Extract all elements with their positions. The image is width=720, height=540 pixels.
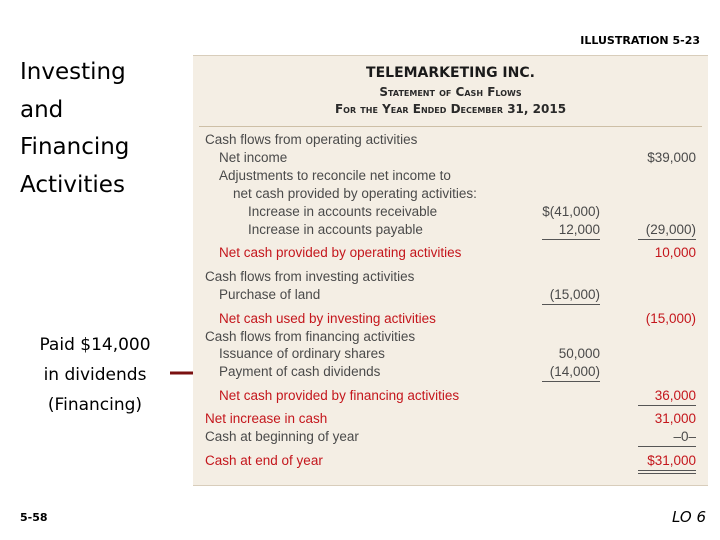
illustration-label: ILLUSTRATION 5-23 — [580, 34, 700, 47]
statement-row — [193, 132, 708, 150]
slide-title-line: Financing — [20, 134, 130, 160]
statement-row — [193, 429, 708, 447]
row-label: Cash at beginning of year — [205, 429, 359, 444]
total-amount: (29,000) — [645, 222, 696, 237]
callout-line: (Financing) — [47, 395, 143, 415]
detail-amount: $(41,000) — [542, 204, 600, 219]
underline-rule — [638, 446, 696, 447]
total-amount: (15,000) — [645, 311, 696, 326]
callout-note — [20, 330, 170, 420]
total-amount: 10,000 — [654, 245, 696, 260]
row-label: Increase in accounts receivable — [248, 204, 438, 219]
statement-row — [193, 150, 708, 168]
statement-row — [193, 411, 708, 429]
row-label: Net income — [219, 150, 288, 165]
callout-line: in dividends — [43, 365, 147, 385]
cash-flow-statement — [193, 55, 708, 486]
row-label: Net cash provided by operating activities — [219, 245, 462, 260]
row-label: Increase in accounts payable — [248, 222, 423, 237]
double-underline-rule — [638, 473, 696, 474]
row-label: net cash provided by operating activities: — [233, 186, 477, 201]
underline-rule — [542, 239, 600, 240]
row-label: Issuance of ordinary shares — [219, 346, 385, 361]
learning-objective: LO 6 — [671, 508, 706, 526]
total-amount: 36,000 — [654, 388, 696, 403]
row-label: Payment of cash dividends — [219, 364, 381, 379]
slide-title-line: and — [20, 96, 64, 123]
detail-amount: (14,000) — [549, 364, 600, 379]
statement-row — [193, 245, 708, 263]
total-amount: $39,000 — [647, 150, 696, 165]
total-amount: –0– — [673, 429, 696, 444]
statement-row — [193, 329, 708, 347]
row-label: Net cash used by investing activities — [219, 311, 436, 326]
statement-row — [193, 269, 708, 287]
statement-row — [193, 453, 708, 471]
statement-row — [193, 346, 708, 364]
slide-title-line: Investing — [20, 59, 126, 85]
statement-row — [193, 186, 708, 204]
slide-title-line: Activities — [20, 171, 125, 198]
double-underline-rule — [638, 470, 696, 471]
slide-title — [20, 54, 180, 204]
statement-row — [193, 204, 708, 222]
statement-period: For the Year Ended December 31, 2015 — [334, 102, 567, 116]
statement-row — [193, 287, 708, 305]
statement-row — [193, 222, 708, 240]
row-label: Purchase of land — [219, 287, 321, 302]
row-label: Cash flows from investing activities — [205, 269, 415, 284]
row-label: Cash flows from operating activities — [205, 132, 418, 147]
statement-name: Statement of Cash Flows — [379, 85, 522, 99]
row-label: Net cash provided by financing activities — [219, 388, 460, 403]
statement-row — [193, 364, 708, 382]
total-amount: $31,000 — [647, 453, 696, 468]
underline-rule — [638, 239, 696, 240]
company-name: TELEMARKETING INC. — [366, 65, 535, 81]
statement-row — [193, 388, 708, 406]
detail-amount: 50,000 — [558, 346, 600, 361]
statement-row — [193, 168, 708, 186]
row-label: Cash at end of year — [205, 453, 323, 468]
underline-rule — [542, 381, 600, 382]
statement-row — [193, 311, 708, 329]
header-divider — [199, 126, 702, 127]
row-label: Cash flows from financing activities — [205, 329, 416, 344]
callout-line: Paid $14,000 — [39, 335, 151, 355]
underline-rule — [638, 405, 696, 406]
total-amount: 31,000 — [654, 411, 696, 426]
row-label: Adjustments to reconcile net income to — [219, 168, 451, 183]
underline-rule — [542, 304, 600, 305]
row-label: Net increase in cash — [205, 411, 328, 426]
detail-amount: (15,000) — [549, 287, 600, 302]
slide-number: 5-58 — [20, 511, 48, 524]
detail-amount: 12,000 — [558, 222, 600, 237]
